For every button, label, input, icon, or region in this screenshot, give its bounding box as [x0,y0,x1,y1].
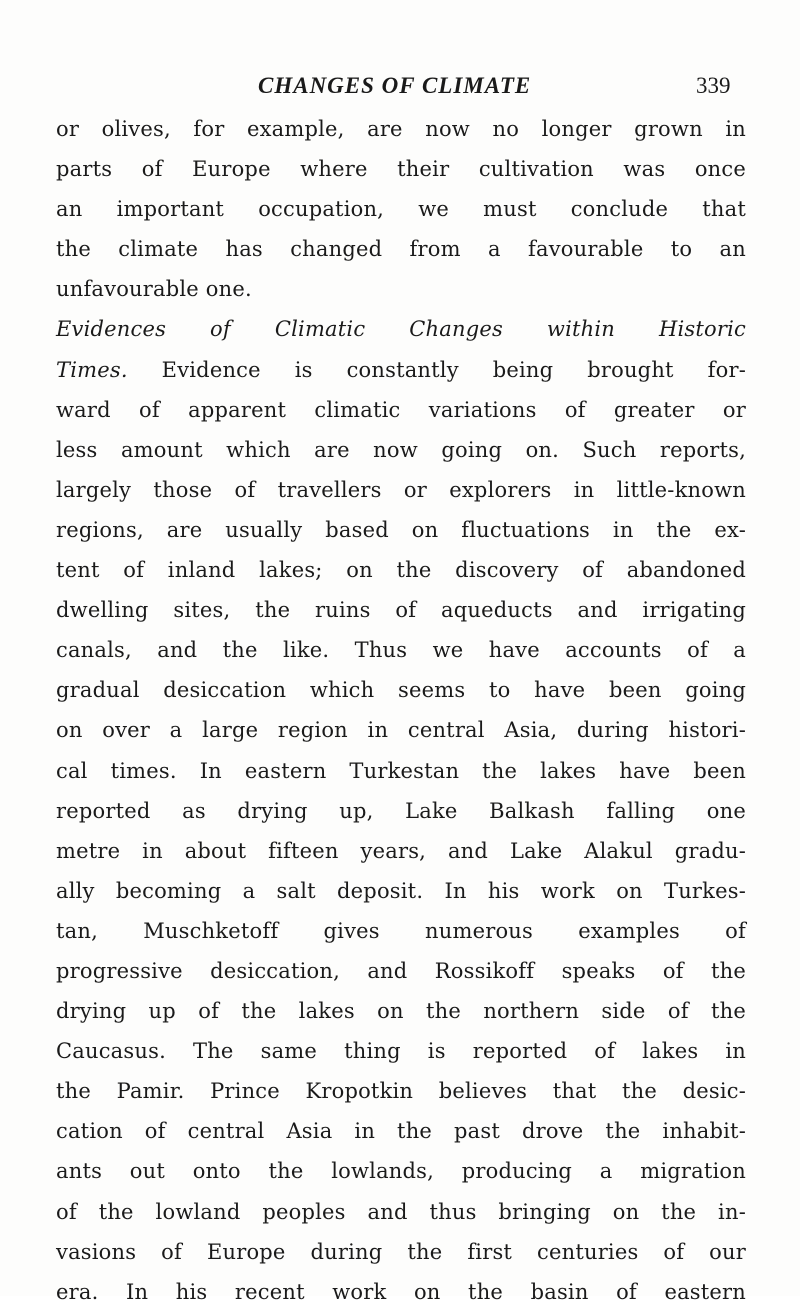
line-text: on over a large region in central Asia, during histori- [56,718,746,743]
running-title: CHANGES OF CLIMATE [258,73,532,98]
line-text: ally becoming a salt deposit. In his work on Turkes- [56,878,746,903]
line-text: reported as drying up, Lake Balkash falling one [56,798,746,823]
text-line [56,350,746,390]
text-line [56,149,746,189]
text-line [56,430,746,470]
line-text: or olives, for example, are now no longer grown in [56,117,746,141]
text-line [56,1071,746,1111]
line-text: tan, Muschketoff gives numerous examples of [56,918,746,943]
text-line [56,911,746,951]
line-text: dwelling sites, the ruins of aqueducts and irrigating [56,598,746,623]
line-text: largely those of travellers or explorers in little-known [56,477,746,502]
text-line [56,630,746,670]
text-line [56,470,746,510]
line-text: parts of Europe where their cultivation was once [56,157,746,182]
line-text: the climate has changed from a favourable to an [56,237,746,262]
text-line [56,229,746,269]
text-line [56,590,746,630]
text-line [56,670,746,710]
text-line [56,269,746,309]
text-line [56,710,746,750]
line-text: Caucasus. The same thing is reported of lakes in [56,1039,746,1064]
text-line [56,189,746,229]
line-text: unfavourable one. [56,277,252,302]
line-text: cal times. In eastern Turkestan the lakes have been [56,758,746,783]
text-line [56,550,746,590]
italic-heading: Evidences of Climatic Changes within Historic [56,317,746,342]
text-line [56,871,746,911]
line-text: an important occupation, we must conclude that [56,197,746,222]
line-text: the Pamir. Prince Kropotkin believes that the desic- [56,1079,746,1104]
line-text: era. In his recent work on the basin of eastern [56,1279,746,1304]
text-line [56,1031,746,1071]
text-line [56,751,746,791]
line-text: vasions of Europe during the first centuries of our [56,1239,746,1264]
line-text: progressive desiccation, and Rossikoff speaks of the [56,958,746,983]
text-line [56,510,746,550]
text-line [56,831,746,871]
line-text: tent of inland lakes; on the discovery of abandoned [56,558,746,583]
line-text: of the lowland peoples and thus bringing on the in- [56,1199,746,1224]
line-text: regions, are usually based on fluctuations in the ex- [56,517,746,542]
line-text: less amount which are now going on. Such reports, [56,437,746,462]
text-line [56,390,746,430]
body-text [56,109,746,1312]
text-line [56,991,746,1031]
line-text: canals, and the like. Thus we have accounts of a [56,638,746,663]
running-head [0,68,800,104]
text-line [56,109,746,149]
line-text: Evidence is constantly being brought for- [127,357,746,382]
text-line [56,1232,746,1272]
text-line [56,1272,746,1312]
line-text: gradual desiccation which seems to have been going [56,678,746,703]
text-line [56,1192,746,1232]
line-text: drying up of the lakes on the northern side of the [56,999,746,1024]
text-line [56,1151,746,1191]
text-line [56,791,746,831]
line-text: cation of central Asia in the past drove the inhabit- [56,1119,746,1144]
line-text: ward of apparent climatic variations of greater or [56,397,746,422]
line-text: ants out onto the lowlands, producing a migration [56,1159,746,1184]
page-number: 339 [696,73,731,98]
text-line [56,951,746,991]
text-line [56,309,746,349]
italic-heading: Times. [56,357,128,382]
line-text: metre in about fifteen years, and Lake Alakul gradu- [56,838,746,863]
text-line [56,1111,746,1151]
